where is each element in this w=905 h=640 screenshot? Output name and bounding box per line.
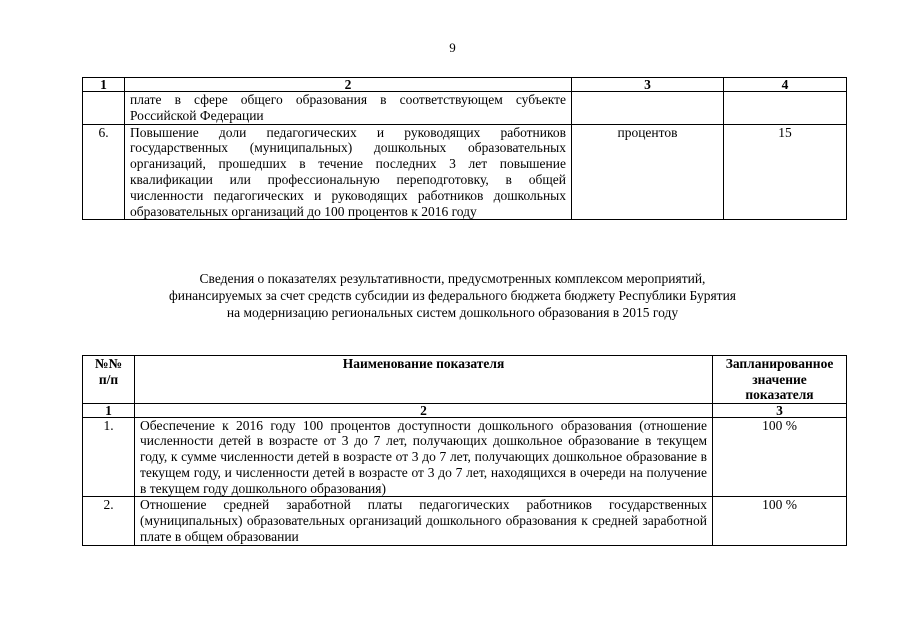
table2-numbering-col2: 2 [135,403,713,417]
table2-header-num: №№ п/п [83,356,135,404]
row-number: 6. [83,124,125,220]
unit-cell: процентов [572,124,724,220]
section-title [0,270,905,321]
performance-indicators-table [82,355,847,546]
value-cell: 100 % [713,417,847,497]
row-number: 1. [83,417,135,497]
indicator-name: Обеспечение к 2016 году 100 процентов доступности дошкольного образования (отношение численности детей в возрасте от 3 до 7 лет, получающих дошкольное образование в текущем году, к сумме численности детей в возрасте от 3 до 7 лет, получающих дошкольное образование в текущем году, и численности детей в возрасте от 3 до 7 лет, находящихся в очереди на получение в текущем году дошкольного образования) [135,417,713,497]
indicator-name: плате в сфере общего образования в соответствующем субъекте Российской Федерации [125,92,572,125]
indicator-name: Отношение средней заработной платы педагогических работников государственных (муниципальных) образовательных организаций дошкольного образования к средней заработной плате в общем образовании [135,497,713,545]
table2-numbering-row [83,403,847,417]
indicators-table-continued [82,77,847,220]
table-row [83,417,847,497]
section-title-line: финансируемых за счет средств субсидии из федерального бюджета бюджету Республики Бурятия [168,288,736,303]
row-number: 2. [83,497,135,545]
value-cell: 15 [724,124,847,220]
table1-header-col4: 4 [724,78,847,92]
table-row [83,92,847,125]
table2-header-value: Запланированное значение показателя [713,356,847,404]
table1-header-col3: 3 [572,78,724,92]
table2-numbering-col1: 1 [83,403,135,417]
unit-cell [572,92,724,125]
indicator-name: Повышение доли педагогических и руководящих работников государственных (муниципальных) дошкольных образовательных организаций, прошедших в течение последних 3 лет повышение квалификации или профессиональную переподготовку, в общей численности педагогических и руководящих работников дошкольных образовательных организаций до 100 процентов к 2016 году [125,124,572,220]
table-row [83,497,847,545]
table2-header-row [83,356,847,404]
table2-numbering-col3: 3 [713,403,847,417]
table1-header-col1: 1 [83,78,125,92]
table2-header-name: Наименование показателя [135,356,713,404]
page-number: 9 [449,40,456,55]
value-cell [724,92,847,125]
table-row [83,124,847,220]
section-title-line: на модернизацию региональных систем дошкольного образования в 2015 году [226,305,679,320]
table1-header-col2: 2 [125,78,572,92]
section-title-line: Сведения о показателях результативности, предусмотренных комплексом мероприятий, [199,271,706,286]
table1-header-row [83,78,847,92]
row-number [83,92,125,125]
value-cell: 100 % [713,497,847,545]
